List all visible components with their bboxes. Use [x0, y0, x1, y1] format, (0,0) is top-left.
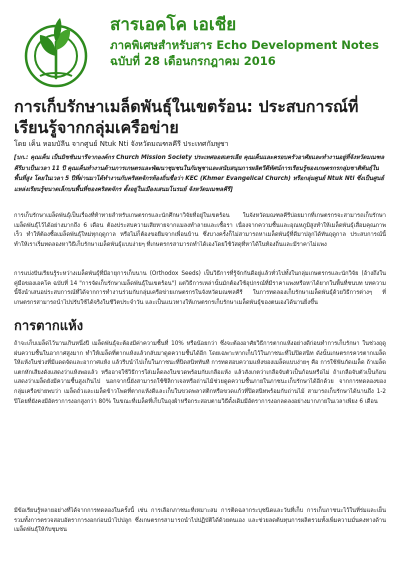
paragraph-lessons: มีข้อเรียนรู้หลายอย่างที่ได้จากการทดลองในครั้งนี้ เช่น การเลือกภาชนะที่เหมาะสม การติดฉลากระบุชนิดและวันที่เก็บ การเก็บภาชนะไว้ในที่ร่มและเย็น รวมทั้งการตรวจสอบอัตราการงอกก่อนนำไปปลูก ซึ่งเกษตรกรสามารถนำไปปฏิบัติได้ด้วยตนเอง และช่วยลดต้นทุนการผลิตรวมทั้งเพิ่มความมั่นคงทางด้านเมล็ดพันธุ์ให้กับชุมชน: [14, 508, 386, 534]
paragraph-drying: ถ้าจะเก็บเมล็ดไว้นานเกินหนึ่งปี เมล็ดพันธุ์จะต้องมีค่าความชื้นที่ 10% หรือน้อยกว่า ซึ่งจะต้องอาศัยวิธีการตากแห้งอย่างดีก่อนทำการเก็บรักษา ในช่วงฤดูฝนความชื้นในอากาศสูงมาก ทำให้เมล็ดที่ตากแห้งแล้วกลับมาดูดความชื้นได้อีก โดยเฉพาะหากเก็บไว้ในภาชนะที่ไม่ปิดสนิท ดังนั้นเกษตรกรควรตากเมล็ดให้แห้งในช่วงที่มีแดดจัดและอากาศแห้ง แล้วรีบนำไปเก็บในภาชนะที่ปิดสนิททันที การทดสอบความแห้งของเมล็ดแบบง่ายๆ คือ การใช้ฟันกัดเมล็ด ถ้าเมล็ดแตกหักเสียงดังแสดงว่าแห้งพอแล้ว หรืออาจใช้วิธีการใส่เมล็ดลงในขวดพร้อมกับเกลือแห้ง แล้วสังเกตว่าเกลือจับตัวเป็นก้อนหรือไม่ ถ้าเกลือจับตัวเป็นก้อนแสดงว่าเมล็ดยังมีความชื้นสูงเกินไป นอกจากนี้ยังสามารถใช้ซิลิกาเจลหรือถ่านไม้ช่วยดูดความชื้นภายในภาชนะเก็บรักษาได้อีกด้วย จากการทดลองของกลุ่มเครือข่ายพบว่า เมล็ดถั่วและเมล็ดข้าวโพดที่ตากแห้งดีและเก็บในขวดพลาสติกหรือขวดแก้วที่ปิดสนิทพร้อมกับถ่านไม้ สามารถเก็บรักษาได้นานถึง 1-2 ปีโดยที่ยังคงมีอัตราการงอกสูงกว่า 80% ในขณะที่เมล็ดที่เก็บในถุงผ้าหรือกระสอบตามวิธีดั้งเดิมมีอัตราการงอกลดลงอย่างมากภายในเวลาเพียง 6 เดือน: [14, 341, 386, 405]
section-heading-drying: การตากแห้ง: [14, 319, 84, 334]
article-title: การเก็บรักษาเมล็ดพันธุ์ในเขตร้อน: ประสบการณ์ที่เรียนรู้จากกลุ่มเครือข่าย: [14, 97, 359, 137]
issue-number: ฉบับที่ 28 เดือนกรกฎาคม 2016: [110, 54, 276, 68]
paragraph-background: การแบ่งปันเรียนรู้ระหว่างเมล็ดพันธุ์ที่มีอายุการเก็บนาน (Orthodox Seeds) เป็นวิธีการที่รู้จักกันดีอยู่แล้วทั่วไปทั้งในกลุ่มเกษตรกรและนักวิจัย (อ้างถึงในคู่มือของเอคโค ฉบับที่ 14 "การจัดเก็บรักษาเมล็ดพันธุ์ในเขตร้อน") แต่วิธีการเหล่านั้นมักต้องใช้อุปกรณ์ที่มีราคาแพงหรือหาได้ยากในพื้นที่ชนบท บทความนี้จึงนำเสนอประสบการณ์ที่ได้จากการทำงานร่วมกับกลุ่มเครือข่ายเกษตรกรในจังหวัดมณฑลคีรี ในการทดลองเก็บรักษาเมล็ดพันธุ์ด้วยวิธีการต่างๆ ที่เกษตรกรสามารถนำไปปรับใช้ได้จริงในชีวิตประจำวัน และเป็นแนวทางให้เกษตรกรเก็บรักษาเมล็ดพันธุ์ของตนเองได้นานยิ่งขึ้น: [14, 271, 386, 306]
editor-note: [บก.: คุณเค็น เป็นมิชชันนารีจากองค์กร Church Mission Society ประเทศออสเตรเลีย คุณเค็นและครอบครัวอาศัยและทำงานอยู่ที่จังหวัดมณฑลคีรีมาเป็นเวลา 11 ปี คุณเค็นทำงานด้านการเกษตรและพัฒนาชุมชนในกัมพูชาและสนับสนุนการผลิตวีดีทัศน์การเรียนรู้ของเกษตรกรกลุ่มชาติพันธุ์ในพื้นที่สูง โดยในเวลา 5 ปีที่ผ่านมาได้ทำงานกับคริสตจักรท้องถิ่นชื่อว่า KEC (Khmer Evangelical Church) หรือกลุ่มศูนย์ Ntuk Nti ซึ่งเป็นศูนย์แหล่งเรียนรู้ขนาดเล็กบนพื้นที่ของคริสตจักร ตั้งอยู่ในเมืองเสนมโนรมย์ จังหวัดมณฑลคีรี]: [14, 155, 385, 193]
newsletter-subtitle: ภาคพิเศษสำหรับสาร Echo Development Notes: [110, 38, 379, 52]
echo-asia-logo-icon: [14, 12, 98, 90]
article-byline: โดย เค็น หอมบัลีน จากศูนย์ Ntuk Nti จังหวัดมณฑลคีรี ประเทศกัมพูชา: [14, 140, 229, 148]
brand-name: สารเอคโค เอเชีย: [110, 15, 237, 35]
masthead-text: [110, 14, 386, 69]
masthead: [14, 12, 386, 90]
paragraph-intro: การเก็บรักษาเมล็ดพันธุ์เป็นเรื่องที่ท้าทายสำหรับเกษตรกรและนักศึกษาวิจัยที่อยู่ในเขตร้อน ในจังหวัดมณฑลคีรีบ่อยมากที่เกษตรกรจะสามารถเก็บรักษาเมล็ดพันธุ์ไว้ได้อย่างมากถึง 6 เดือน ต้องประสบความเสียหายจากแมลงทำลายและเชื้อรา เนื่องจากความชื้นและอุณหภูมิสูงทำให้เมล็ดพันธุ์เสื่อมคุณภาพเร็ว ทำให้ต้องซื้อเมล็ดพันธุ์ใหม่ทุกฤดูกาล หรือไม่ก็ต้องขอยืมจากเพื่อนบ้าน ซึ่งบางครั้งก็ไม่สามารถหาเมล็ดพันธุ์ที่ดีมาปลูกได้ทันฤดูกาล ประสบการณ์นี้ทำให้เราเริ่มทดลองหาวิธีเก็บรักษาเมล็ดพันธุ์แบบง่ายๆ ที่เกษตรกรสามารถทำได้เองโดยใช้วัสดุที่หาได้ในท้องถิ่นและมีราคาไม่แพง: [14, 213, 386, 248]
